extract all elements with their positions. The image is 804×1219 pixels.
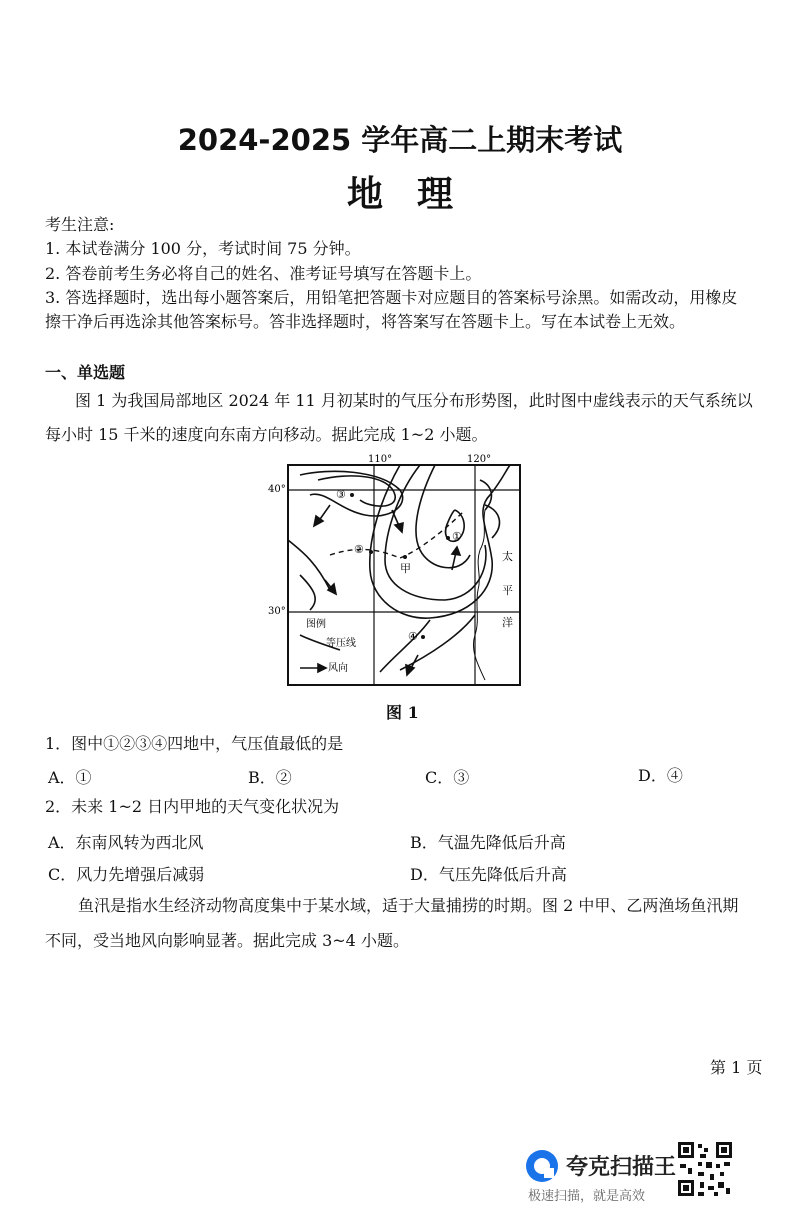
svg-text:洋: 洋 <box>502 616 513 629</box>
question-1-option-a[interactable]: A．① <box>48 768 92 787</box>
question-2-option-c[interactable]: C．风力先增强后减弱 <box>48 865 205 884</box>
notice-item: 3. 答选择题时，选出每小题答案后，用铅笔把答题卡对应题目的答案标号涂黑。如需改动，用橡皮 <box>45 288 738 307</box>
legend-wind-label: 风向 <box>328 663 348 674</box>
intro-paragraph-line: 鱼汛是指水生经济动物高度集中于某水域，适于大量捕捞的时期。图 2 中甲、乙两渔场鱼汛期 <box>78 896 739 915</box>
question-1-option-b[interactable]: B．② <box>248 768 292 787</box>
isobar <box>288 540 330 590</box>
scanner-logo-icon <box>524 1148 560 1184</box>
question-1-option-c[interactable]: C．③ <box>425 768 470 787</box>
weather-front-dashed <box>330 510 465 558</box>
intro-paragraph-line: 不同，受当地风向影响显著。据此完成 3~4 小题。 <box>45 931 409 950</box>
notice-item: 2. 答卷前考生务必将自己的姓名、准考证号填写在答题卡上。 <box>45 264 482 283</box>
section-heading: 一、单选题 <box>45 363 126 382</box>
question-2-option-b[interactable]: B．气温先降低后升高 <box>410 833 566 852</box>
point-label-jia: 甲 <box>400 562 411 575</box>
map-frame <box>288 465 520 685</box>
pressure-map <box>270 450 530 695</box>
notice-item: 1. 本试卷满分 100 分，考试时间 75 分钟。 <box>45 239 361 258</box>
point-label-2: ② <box>354 543 364 556</box>
point-label-4: ④ <box>408 630 418 643</box>
notice-heading: 考生注意: <box>45 215 115 234</box>
question-2-stem: 2．未来 1~2 日内甲地的天气变化状况为 <box>45 797 340 816</box>
scanner-watermark <box>524 1140 804 1210</box>
notice-item: 擦干净后再选涂其他答案标号。答非选择题时，将答案写在答题卡上。写在本试卷上无效。 <box>45 312 686 331</box>
map-legend <box>306 617 356 674</box>
legend-isobar-label: 等压线 <box>326 638 356 649</box>
scanner-slogan: 极速扫描，就是高效 <box>528 1189 646 1204</box>
figure-caption: 图 1 <box>386 703 419 722</box>
intro-paragraph-line: 每小时 15 千米的速度向东南方向移动。据此完成 1~2 小题。 <box>45 425 488 444</box>
page-number: 第 1 页 <box>710 1058 763 1077</box>
lon-label-110: 110° <box>368 454 393 465</box>
question-2-option-d[interactable]: D．气压先降低后升高 <box>410 865 567 884</box>
point-jia-dot <box>403 555 407 559</box>
question-1-stem: 1．图中①②③④四地中，气压值最低的是 <box>45 734 344 753</box>
svg-text:太: 太 <box>502 550 513 563</box>
svg-text:平: 平 <box>502 584 513 597</box>
pressure-map-figure <box>270 450 530 695</box>
isobar <box>385 465 486 600</box>
legend-title: 图例 <box>306 619 326 630</box>
subject-title: 地理 <box>346 173 487 215</box>
lat-label-30: 30° <box>268 606 286 617</box>
lat-label-40: 40° <box>268 484 286 495</box>
question-1-option-d[interactable]: D．④ <box>638 766 683 785</box>
isobar <box>300 575 315 610</box>
intro-paragraph-line: 图 1 为我国局部地区 2024 年 11 月初某时的气压分布形势图，此时图中虚线表示的天气系统以 <box>75 391 753 410</box>
qr-code-icon <box>676 1140 734 1198</box>
point-label-1: ① <box>452 530 462 543</box>
point-label-3: ③ <box>336 488 346 501</box>
exam-title: 2024-2025 学年高二上期末考试 <box>177 123 623 157</box>
ocean-label <box>502 549 513 629</box>
isobars <box>288 465 510 672</box>
isobar <box>380 620 430 672</box>
scanner-brand: 夸克扫描王 <box>566 1155 677 1180</box>
isobar <box>318 476 395 506</box>
question-2-option-a[interactable]: A．东南风转为西北风 <box>48 833 204 852</box>
lon-label-120: 120° <box>467 454 492 465</box>
